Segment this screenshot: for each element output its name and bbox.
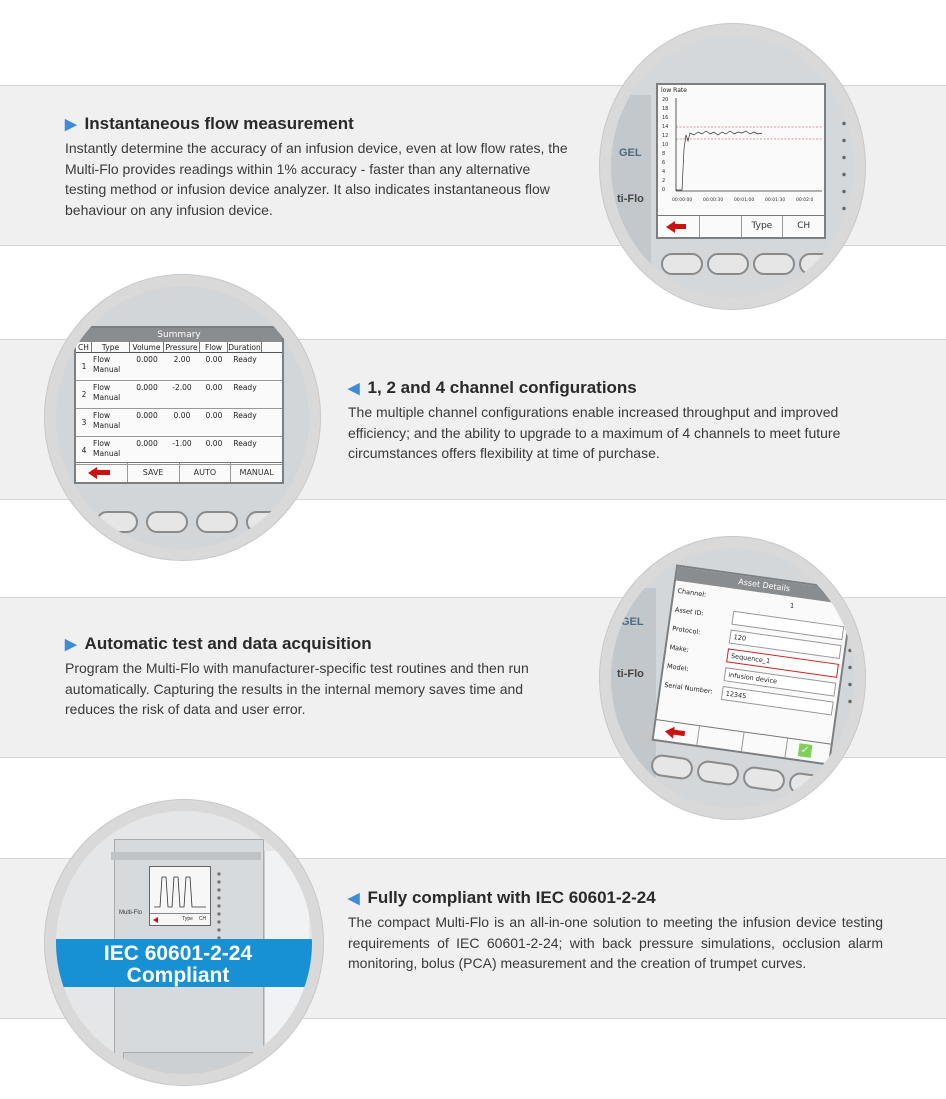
summary-cell: Flow Manual [93,439,121,458]
summary-cell: -1.00 [172,439,192,448]
summary-header-cell: Pressure [164,342,200,352]
summary-cell: 0.00 [205,383,223,392]
summary-cell: 0.00 [205,355,223,364]
physical-key [146,511,188,533]
brand-label: GEL [619,147,642,159]
summary-row[interactable] [76,409,282,437]
y-tick-label: 14 [662,124,669,130]
confirm-check-button[interactable] [785,739,830,764]
feature-body: Program the Multi-Flo with manufacturer-specific test routines and then run automatically. Capturing the results in the internal memory saves time and reduces the risk of data and user error. [65,660,529,717]
summary-cell: 0.000 [136,383,158,392]
summary-cell: 3 [81,418,87,427]
triangle-right-icon: ▶ [65,116,77,133]
feature-body: Instantly determine the accuracy of an infusion device, even at low flow rates, the Multi-Flo provides readings within 1% accuracy - faster than any alternative testing method or infusion device analyzer. It also indicates instantaneous flow behaviour on any infusion device. [65,140,568,218]
asset-title: Asset Details [676,567,852,605]
summary-device-photo [45,275,320,560]
asset-form [660,580,850,717]
x-tick-label: 00:02:0 [796,198,814,203]
y-tick-label: 0 [662,187,666,193]
badge-line-1: IEC 60601-2-24 [103,942,253,965]
x-tick-label: 00:00:30 [703,198,724,203]
y-tick-label: 8 [662,151,666,157]
badge-line-2: Compliant [126,964,230,987]
feature-title: ◀ Fully compliant with IEC 60601-2-24 [348,888,656,907]
feature-title: ◀ 1, 2 and 4 channel configurations [348,378,637,397]
check-icon: ✓ [798,743,813,758]
feature-title: ▶ Automatic test and data acquisition [65,634,372,653]
y-tick-label: 20 [662,97,669,103]
iec-compliant-device-photo [45,800,323,1085]
summary-cell: Flow Manual [93,383,121,402]
device-ch-label: CH [198,916,207,922]
y-tick-label: 2 [662,178,666,184]
physical-key [707,253,749,275]
summary-header-cell: Flow [200,342,228,352]
asset-field-label: Protocol: [671,623,702,636]
x-tick-label: 00:00:00 [672,198,693,203]
summary-cell: 0.000 [136,439,158,448]
asset-details-device-photo [600,537,865,819]
y-tick-label: 6 [662,160,666,166]
y-tick-label: 10 [662,142,669,148]
summary-header-cell: Duration [228,343,261,352]
summary-row[interactable] [76,437,282,465]
physical-key [96,511,138,533]
y-tick-label: 12 [662,133,669,139]
flow-chart-screen [656,83,826,239]
device-label: Multi-Flo [119,910,143,916]
summary-row[interactable] [76,381,282,409]
flow-chart-device-photo [600,24,865,309]
asset-field-label: Channel: [677,586,707,599]
iec-compliant-badge [56,939,312,987]
summary-cell: 0.00 [205,439,223,448]
chart-title: low Rate [661,87,687,94]
feature-auto-test [65,634,570,720]
summary-header-cell: CH [76,342,92,352]
physical-key [788,771,833,799]
device-side-text: ti-Flo [617,193,644,205]
summary-cell: 2.00 [173,355,191,364]
triangle-left-icon: ◀ [348,380,360,397]
feature-iec-compliance [348,888,883,974]
summary-table [76,342,282,465]
asset-field-input: 1 [789,601,795,610]
y-tick-label: 4 [662,169,666,175]
y-tick-label: 18 [662,106,669,112]
physical-key [246,511,288,533]
asset-field-input[interactable]: 120 [729,629,842,658]
summary-cell: 0.00 [173,411,191,420]
device-side-text: ti-Flo [617,668,644,680]
summary-cell: 4 [81,446,87,455]
asset-details-screen [651,564,854,765]
summary-cell: 0.000 [136,411,158,420]
summary-row[interactable] [76,353,282,381]
x-tick-label: 00:01:30 [765,198,786,203]
save-button[interactable]: SAVE [128,463,180,482]
physical-key [696,759,741,787]
screen-button-2[interactable] [698,726,744,751]
summary-cell: Ready [233,355,257,364]
summary-cell: Ready [233,411,257,420]
physical-key [753,253,795,275]
summary-cell: 0.00 [205,411,223,420]
summary-cell: 2 [81,390,87,399]
ch-button[interactable]: CH [797,221,811,231]
feature-flow-measurement [65,114,570,220]
summary-cell: Ready [233,383,257,392]
feature-channel-config [348,378,888,464]
feature-body: The multiple channel configurations enable increased throughput and improved efficiency; and the ability to upgrade to a maximum of 4 channels to meet future circumstances offers flexibility at time of purchase. [348,404,841,461]
device-type-label: Type [182,916,193,922]
x-tick-label: 00:01:00 [734,198,755,203]
screen-button-2[interactable] [700,216,742,237]
device-screen [149,866,211,926]
summary-cell: Flow Manual [93,411,121,430]
y-tick-label: 16 [662,115,669,121]
asset-field-label: Make: [669,642,690,654]
physical-key [742,765,787,793]
summary-header-cell: Type [92,342,130,352]
asset-field-input[interactable]: 12345 [721,686,834,715]
screen-button-3[interactable] [741,732,787,757]
summary-cell: -2.00 [172,383,192,392]
feature-title: ▶ Instantaneous flow measurement [65,114,354,133]
manual-button[interactable]: MANUAL [239,468,274,477]
triangle-right-icon: ▶ [65,636,77,653]
device-mini-chart [150,867,210,911]
red-arrow-icon [153,917,158,923]
asset-field-input[interactable]: infusion device [724,667,837,696]
back-arrow-button[interactable] [654,720,700,745]
triangle-left-icon: ◀ [348,890,360,907]
brand-label: GEL [621,616,644,628]
physical-key [650,753,695,781]
summary-cell: Ready [233,439,257,448]
flow-rate-chart [658,93,824,213]
type-button[interactable]: Type [742,216,784,237]
summary-title: Summary [76,328,282,342]
asset-field-input[interactable]: Sequence_1 [726,648,839,677]
physical-key [661,253,703,275]
summary-screen [74,326,284,484]
summary-header-row [76,342,282,353]
asset-field-label: Serial Number: [663,680,714,696]
summary-cell: 0.000 [136,355,158,364]
auto-button[interactable]: AUTO [180,463,232,482]
summary-cell: 1 [81,362,87,371]
asset-field-label: Asset ID: [674,605,705,618]
flow-trace [676,131,762,190]
physical-key [799,253,841,275]
asset-field-label: Model: [666,661,690,673]
back-arrow-button[interactable] [76,463,128,482]
back-arrow-button[interactable] [658,216,700,237]
feature-body: The compact Multi-Flo is an all-in-one solution to meeting the infusion device testing requirements of IEC 60601-2-24; with back pressure simulations, occlusion alarm monitoring, bolus (PCA) measurement and the creation of trumpet curves. [348,914,883,971]
summary-header-cell: Volume [130,342,164,352]
summary-cell: Flow Manual [93,355,121,374]
physical-key [196,511,238,533]
